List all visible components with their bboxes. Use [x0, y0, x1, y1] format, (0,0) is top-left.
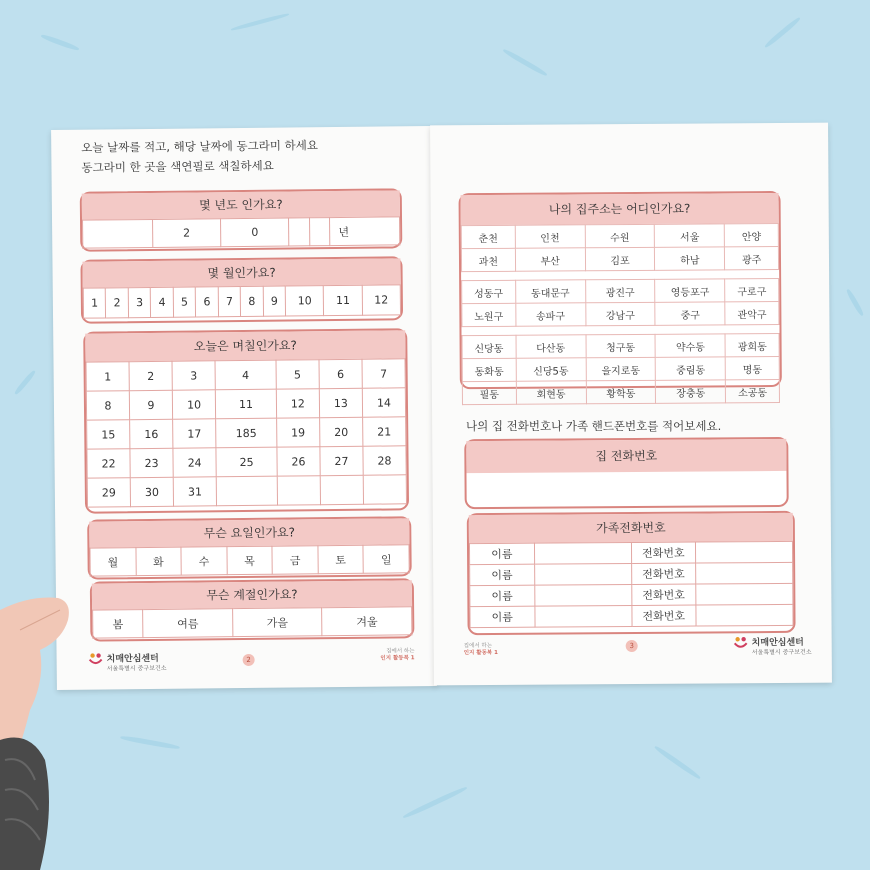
- address-cell[interactable]: 관악구: [725, 301, 779, 324]
- center-logo-text: 치매안심센터: [106, 653, 159, 665]
- day-cell[interactable]: 3: [172, 361, 215, 390]
- phone-input[interactable]: [696, 541, 793, 563]
- day-cell[interactable]: [277, 476, 320, 505]
- month-cell[interactable]: 6: [196, 287, 219, 317]
- year-cell[interactable]: 0: [221, 218, 290, 247]
- center-logo-subtext: 서울특별시 중구보건소: [106, 664, 167, 673]
- day-cell[interactable]: [216, 476, 277, 506]
- book-title-line: 집에서 하는: [463, 642, 493, 650]
- day-cell[interactable]: 24: [173, 448, 216, 477]
- address-cell[interactable]: 신당동: [462, 335, 516, 358]
- name-label: 이름: [470, 564, 535, 585]
- address-cell[interactable]: 을지로동: [586, 357, 656, 380]
- day-cell[interactable]: [320, 475, 363, 504]
- address-cell[interactable]: 김포: [585, 247, 655, 270]
- day-cell[interactable]: 21: [363, 417, 406, 446]
- phone-input[interactable]: [696, 583, 793, 605]
- month-cell[interactable]: 3: [128, 287, 151, 317]
- address-row: [462, 301, 779, 326]
- weekday-cell[interactable]: 금: [272, 546, 318, 574]
- book-title: [464, 643, 498, 657]
- address-cell[interactable]: 춘천: [461, 225, 515, 248]
- address-cell[interactable]: 구로구: [725, 278, 779, 301]
- month-cell[interactable]: 11: [324, 285, 363, 315]
- address-cell[interactable]: 중구: [655, 302, 725, 325]
- family-phone-title: 가족전화번호: [469, 513, 793, 543]
- year-cell[interactable]: [309, 218, 330, 246]
- year-box: [80, 188, 403, 251]
- right-page: [430, 123, 832, 686]
- day-cell[interactable]: [363, 475, 406, 504]
- page-number: 3: [626, 640, 638, 652]
- day-cell[interactable]: 12: [276, 389, 319, 418]
- address-cell[interactable]: 동대문구: [515, 280, 585, 303]
- address-cell[interactable]: 약수동: [655, 334, 725, 357]
- address-cell[interactable]: 청구동: [586, 334, 656, 357]
- instructions: [81, 135, 318, 177]
- month-box: [80, 256, 403, 323]
- day-cell[interactable]: 22: [87, 449, 130, 478]
- day-row: [87, 417, 406, 449]
- month-cell[interactable]: 2: [106, 288, 129, 318]
- name-input[interactable]: [534, 543, 631, 565]
- address-cell[interactable]: 광주: [725, 246, 779, 269]
- day-cell[interactable]: 9: [129, 390, 172, 419]
- address-box: [459, 191, 782, 401]
- page-number: 2: [243, 654, 255, 666]
- name-label: 이름: [470, 585, 535, 606]
- season-title: 무슨 계절인가요?: [92, 580, 412, 609]
- name-label: 이름: [470, 606, 535, 627]
- family-phone-box: [467, 511, 796, 635]
- address-cell[interactable]: 다산동: [516, 335, 586, 358]
- year-cell[interactable]: [83, 219, 153, 248]
- name-input[interactable]: [534, 585, 631, 607]
- day-cell[interactable]: 17: [173, 419, 216, 448]
- address-row: [461, 246, 778, 271]
- address-row: [462, 356, 779, 381]
- address-cell[interactable]: 노원구: [462, 303, 516, 326]
- address-cell[interactable]: 송파구: [515, 303, 585, 326]
- weekday-box: [87, 516, 412, 579]
- family-phone-row: [470, 562, 793, 585]
- weekday-cell[interactable]: 일: [363, 545, 409, 573]
- day-cell[interactable]: 11: [215, 389, 276, 419]
- weekday-cell[interactable]: 월: [90, 548, 136, 576]
- day-cell[interactable]: 16: [130, 419, 173, 448]
- phone-label: 전화번호: [631, 563, 696, 584]
- month-cell[interactable]: 9: [263, 286, 286, 316]
- address-cell[interactable]: 강남구: [585, 302, 655, 325]
- day-cell[interactable]: 25: [216, 447, 277, 477]
- instruction-line: 오늘 날짜를 적고, 해당 날짜에 동그라미 하세요: [81, 138, 318, 155]
- address-row: [461, 223, 778, 248]
- day-cell[interactable]: 29: [87, 478, 130, 507]
- day-cell[interactable]: 8: [86, 391, 129, 420]
- address-title: 나의 집주소는 어디인가요?: [461, 193, 779, 225]
- address-cell[interactable]: 황학동: [586, 380, 656, 403]
- weekday-title: 무슨 요일인가요?: [89, 518, 409, 547]
- address-row: [462, 278, 779, 303]
- address-cell[interactable]: 과천: [461, 248, 515, 271]
- day-cell[interactable]: 28: [363, 446, 406, 475]
- weekday-cell[interactable]: 화: [136, 547, 182, 575]
- family-phone-row: [470, 604, 793, 627]
- center-logo-text: 치매안심센터: [751, 637, 804, 649]
- day-cell[interactable]: 30: [130, 477, 173, 506]
- month-cell[interactable]: 10: [285, 286, 324, 316]
- address-cell[interactable]: 회현동: [516, 381, 586, 404]
- address-cell[interactable]: 안양: [725, 223, 779, 246]
- season-cell[interactable]: 겨울: [322, 607, 412, 636]
- day-cell[interactable]: 185: [216, 418, 277, 448]
- phone-label: 전화번호: [631, 542, 696, 563]
- day-cell[interactable]: 5: [276, 360, 319, 389]
- center-logo-subtext: 서울특별시 중구보건소: [751, 648, 812, 657]
- month-cell[interactable]: 7: [218, 287, 241, 317]
- phone-input[interactable]: [696, 562, 793, 584]
- name-input[interactable]: [534, 564, 631, 586]
- address-cell[interactable]: 영등포구: [655, 279, 725, 302]
- phone-input[interactable]: [696, 604, 793, 626]
- phone-label: 전화번호: [631, 584, 696, 605]
- day-cell[interactable]: 27: [320, 446, 363, 475]
- address-cell[interactable]: 광희동: [725, 333, 779, 356]
- weekday-cell[interactable]: 목: [227, 546, 273, 574]
- phone-instruction: 나의 집 전화번호나 가족 핸드폰번호를 적어보세요.: [466, 419, 722, 433]
- day-cell[interactable]: 23: [130, 448, 173, 477]
- address-cell[interactable]: 부산: [515, 248, 585, 271]
- phone-label: 전화번호: [631, 605, 696, 626]
- day-box: [83, 328, 409, 513]
- year-cell[interactable]: [289, 218, 310, 246]
- season-cell[interactable]: 봄: [93, 610, 144, 639]
- heart-people-logo-icon: [734, 635, 748, 649]
- family-phone-row: [470, 583, 793, 606]
- day-cell[interactable]: 7: [362, 359, 405, 388]
- day-cell[interactable]: 14: [362, 388, 405, 417]
- address-cell[interactable]: 중림동: [656, 357, 726, 380]
- address-cell[interactable]: 명동: [725, 356, 779, 379]
- name-input[interactable]: [535, 606, 632, 628]
- book-title-line: 인지 활동북 1: [463, 649, 498, 657]
- season-cell[interactable]: 여름: [143, 609, 233, 638]
- day-row: [87, 446, 406, 478]
- address-cell[interactable]: 하남: [655, 247, 725, 270]
- book-title: [380, 648, 414, 662]
- address-row: [462, 379, 779, 404]
- day-cell[interactable]: 4: [215, 360, 276, 390]
- day-row: [86, 359, 405, 391]
- address-cell[interactable]: 인천: [515, 225, 585, 248]
- address-cell[interactable]: 서울: [655, 224, 725, 247]
- name-label: 이름: [469, 543, 534, 564]
- day-cell[interactable]: 10: [172, 390, 215, 419]
- day-title: 오늘은 며칠인가요?: [85, 330, 405, 361]
- day-row: [87, 475, 406, 507]
- family-phone-row: [469, 541, 792, 564]
- day-cell[interactable]: 19: [276, 418, 319, 447]
- home-phone-box: [464, 437, 788, 509]
- month-title: 몇 월인가요?: [82, 258, 400, 287]
- day-cell[interactable]: 1: [86, 362, 129, 391]
- address-cell[interactable]: 동화동: [462, 358, 516, 381]
- day-cell[interactable]: 2: [129, 361, 172, 390]
- home-phone-title: 집 전화번호: [466, 439, 786, 473]
- weekday-cell[interactable]: 수: [181, 547, 227, 575]
- season-cell[interactable]: 가을: [232, 608, 322, 637]
- year-title: 몇 년도 인가요?: [82, 190, 400, 219]
- day-cell[interactable]: 13: [319, 388, 362, 417]
- address-cell[interactable]: 성동구: [462, 280, 516, 303]
- hand-image: [0, 590, 110, 870]
- day-cell[interactable]: 31: [173, 477, 216, 506]
- year-suffix: 년: [330, 217, 400, 246]
- address-cell[interactable]: 수원: [585, 224, 655, 247]
- month-cell[interactable]: 12: [362, 285, 401, 315]
- day-cell[interactable]: 6: [319, 359, 362, 388]
- day-cell[interactable]: 15: [87, 420, 130, 449]
- address-cell[interactable]: 소공동: [726, 379, 780, 402]
- address-cell[interactable]: 장충동: [656, 380, 726, 403]
- month-cell[interactable]: 4: [151, 287, 174, 317]
- month-cell[interactable]: 1: [83, 288, 106, 318]
- home-phone-input[interactable]: [466, 471, 786, 503]
- day-cell[interactable]: 26: [277, 447, 320, 476]
- month-cell[interactable]: 5: [173, 287, 196, 317]
- season-box: [90, 578, 415, 641]
- book-title-line: 집에서 하는: [386, 648, 415, 655]
- month-cell[interactable]: 8: [241, 286, 264, 316]
- weekday-cell[interactable]: 토: [318, 545, 364, 573]
- year-cell[interactable]: 2: [152, 219, 221, 248]
- address-cell[interactable]: 신당5동: [516, 358, 586, 381]
- address-cell[interactable]: 필동: [462, 381, 516, 404]
- address-row: [462, 333, 779, 358]
- instruction-line: 동그라미 한 곳을 색연필로 색칠하세요: [81, 158, 274, 175]
- book-title-line: 인지 활동북 1: [380, 655, 415, 662]
- day-row: [86, 388, 405, 420]
- day-cell[interactable]: 20: [319, 417, 362, 446]
- address-cell[interactable]: 광진구: [585, 279, 655, 302]
